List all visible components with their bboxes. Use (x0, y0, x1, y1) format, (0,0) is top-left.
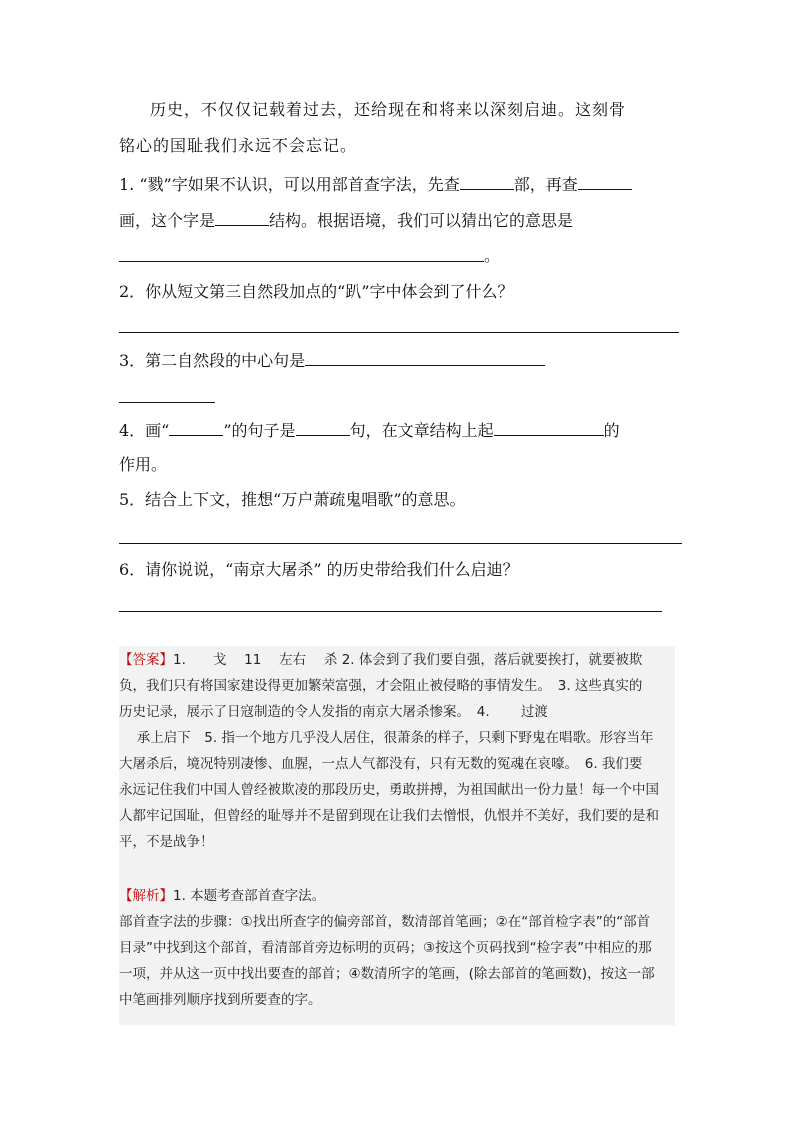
answer-line-1 (119, 651, 642, 669)
question-1-text-a: 1. “戮”字如果不认识，可以用部首查字法，先查 (119, 175, 460, 194)
question-6: 6．请你说说，“南京大屠杀” 的历史带给我们什么启迪？ (119, 560, 519, 579)
answer-line-5: 大屠杀后，境况特别凄惨、血腥，一点人气都没有，只有无数的冤魂在哀嚎。 6. 我们要 (119, 756, 643, 772)
question-4-text-a: 4．画“ (119, 421, 170, 440)
question-1-text-d: 结构。根据语境，我们可以猜出它的意思是 (269, 211, 574, 230)
analysis-line-1 (119, 887, 325, 905)
question-1-line-1 (119, 173, 632, 195)
answer-blank (578, 173, 632, 190)
answer-line-2: 负，我们只有将国家建设得更加繁荣富强，才会阻止被侵略的事情发生。 3. 这些真实的 (119, 678, 643, 694)
answer-line-8: 平，不是战争！ (119, 834, 214, 850)
analysis-line-5: 中笔画排列顺序找到所要查的字。 (119, 992, 322, 1008)
question-4-line-1 (119, 419, 620, 441)
analysis-tag: 【解析】 (119, 888, 173, 904)
question-1-text-b: 部，再查 (513, 175, 578, 194)
answer-blank (169, 419, 223, 436)
question-1-line-2 (119, 209, 573, 231)
question-1-end: 。 (484, 246, 501, 265)
answer-line (119, 543, 682, 544)
answer-blank (215, 209, 269, 226)
answer-line (119, 332, 679, 333)
question-5: 5．结合上下文，推想“万户萧疏鬼唱歌”的意思。 (119, 490, 466, 509)
question-4-text-b: ”的句子是 (223, 421, 296, 440)
answer-line (119, 611, 662, 612)
answer-line-6: 永远记住我们中国人曾经被欺凌的那段历史，勇敢拼搏，为祖国献出一份力量！每一个中国 (119, 782, 659, 798)
answer-blank (305, 349, 545, 366)
answer-blank (460, 173, 514, 190)
analysis-line-3: 目录”中找到这个部首，看清部首旁边标明的页码；③按这个页码找到“检字表”中相应的那 (119, 940, 652, 956)
passage-line-1: 历史，不仅仅记载着过去，还给现在和将来以深刻启迪。这刻骨 (150, 100, 627, 119)
analysis-line-2: 部首查字法的步骤：①找出所查字的偏旁部首，数清部首笔画；②在“部首检字表”的“部首 (119, 914, 651, 930)
answer-blank (494, 419, 604, 436)
analysis-line-4: 一项，并从这一页中找出要查的部首；④数清所字的笔画，(除去部首的笔画数)，按这一部 (119, 966, 655, 982)
answer-line-3: 历史记录，展示了日寇制造的令人发指的南京大屠杀惨案。 4. 过渡 (119, 704, 548, 720)
answer-tag: 【答案】 (119, 652, 173, 668)
question-4-line-2: 作用。 (119, 455, 168, 474)
answer-line-4: 承上启下 5. 指一个地方几乎没人居住，很萧条的样子，只剩下野鬼在唱歌。形容当年 (119, 730, 654, 746)
analysis-text: 1. 本题考查部首查字法。 (173, 888, 326, 904)
question-3-text: 3．第二自然段的中心句是 (119, 351, 306, 370)
passage-line-2: 铭心的国耻我们永远不会忘记。 (119, 136, 358, 155)
question-1-text-c: 画，这个字是 (119, 211, 216, 230)
question-4-text-c: 句，在文章结构上起 (349, 421, 494, 440)
answer-blank (296, 419, 350, 436)
question-4-text-d: 的 (603, 421, 620, 440)
question-3-line (119, 349, 545, 371)
question-2: 2．你从短文第三自然段加点的“趴”字中体会到了什么？ (119, 282, 514, 301)
answer-line (119, 261, 484, 262)
answer-text: 1. 戈 11 左右 杀 2. 体会到了我们要自强，落后就要挨打，就要被欺 (173, 652, 643, 668)
answer-line-7: 人都牢记国耻，但曾经的耻辱并不是留到现在让我们去憎恨，仇恨并不美好，我们要的是和 (119, 808, 659, 824)
answer-line (119, 402, 215, 403)
